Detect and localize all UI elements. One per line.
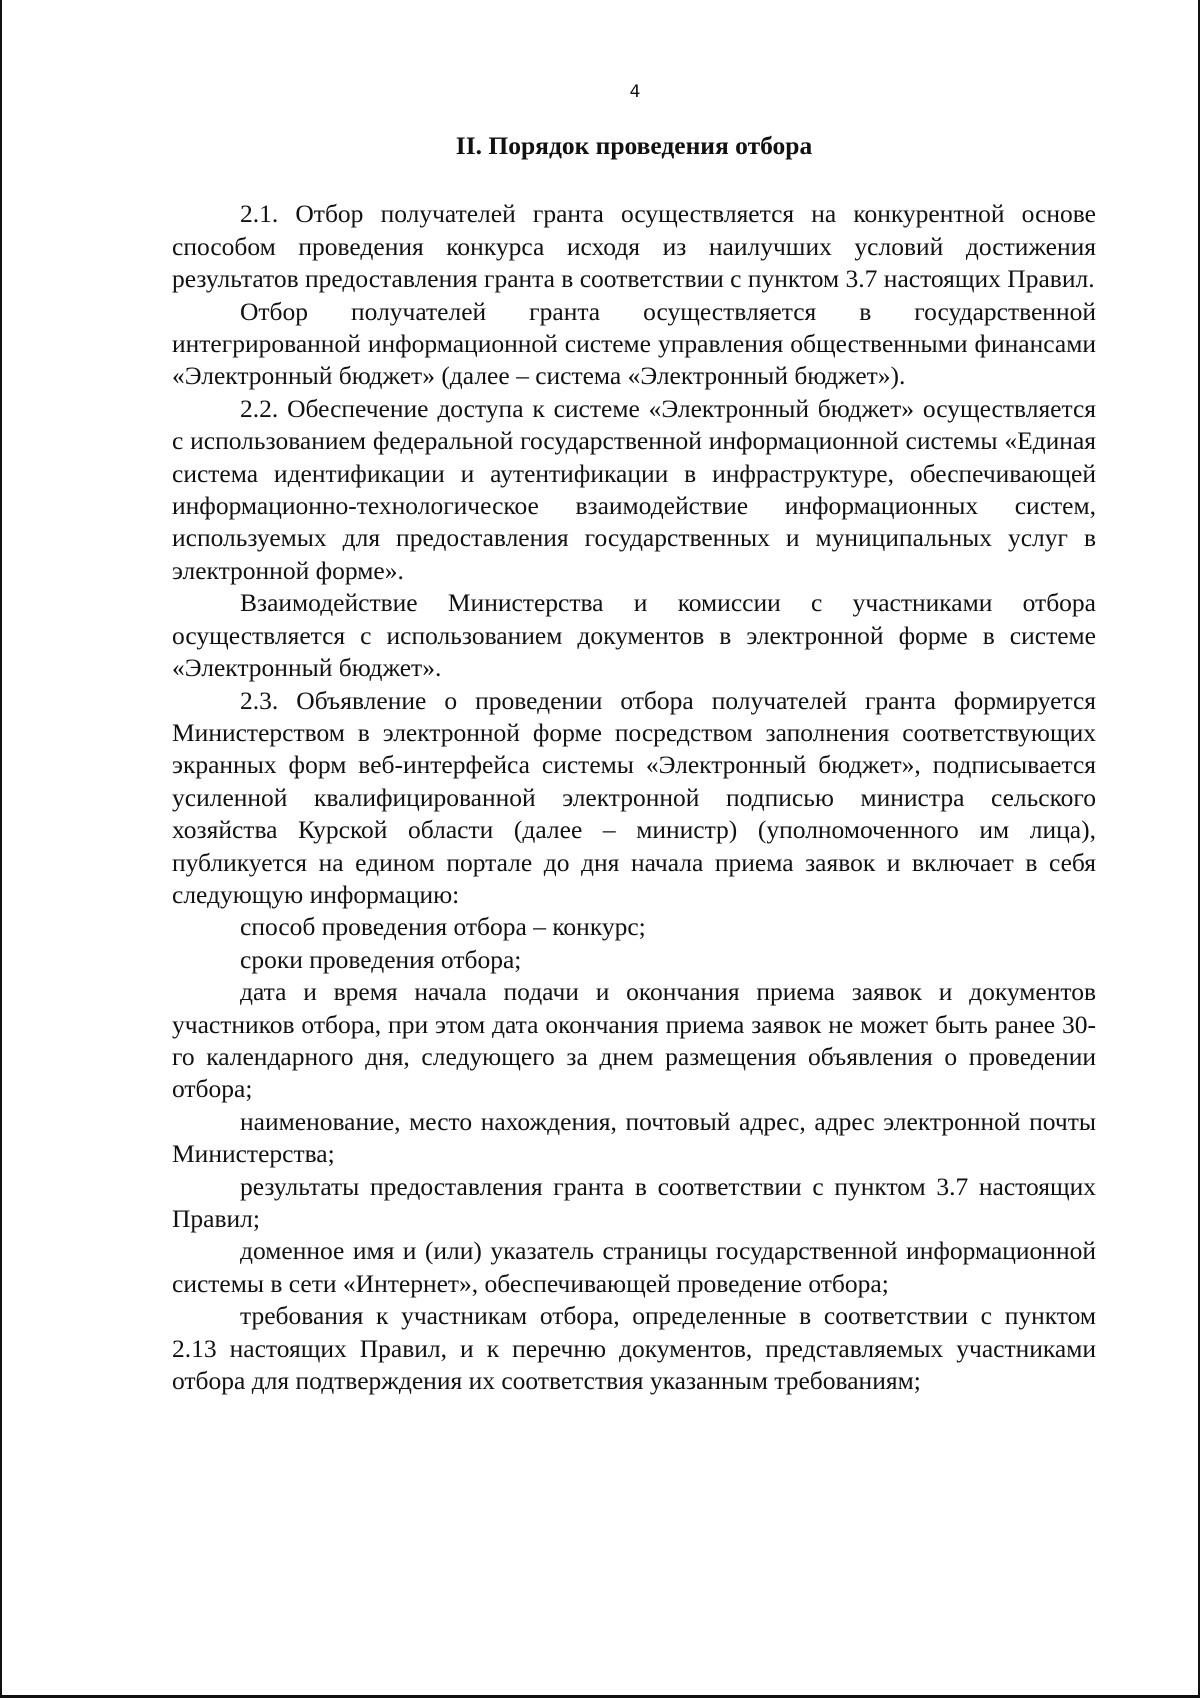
document-body: [172, 130, 1096, 1397]
paragraph-2-3: 2.3. Объявление о проведении отбора получателей гранта формируется Министерством в электронной форме посредством заполнения соответствующих экранных форм веб-интерфейса системы «Электронный бюджет», подписывается усиленной квалифицированной электронной подписью министра сельского хозяйства Курской области (далее – министр) (уполномоченного им лица), публикуется на едином портале до дня начала приема заявок и включает в себя следующую информацию:: [172, 685, 1096, 909]
section-title: II. Порядок проведения отбора: [455, 131, 813, 160]
paragraph-2-2: 2.2. Обеспечение доступа к системе «Электронный бюджет» осуществляется с использованием федеральной государственной информационной системы «Единая система идентификации и аутентификации в инфраструктуре, обеспечивающей информационно-технологическое взаимодействие информационных систем, используемых для предоставления государственных и муниципальных услуг в электронной форме».: [172, 393, 1096, 585]
list-item-dates: дата и время начала подачи и окончания приема заявок и документов участников отбора, при этом дата окончания приема заявок не может быть ранее 30-го календарного дня, следующего за днем размещения объявления о проведении отбора;: [172, 977, 1096, 1104]
page-number: 4: [629, 82, 641, 102]
list-item-contacts: наименование, место нахождения, почтовый адрес, адрес электронной почты Министерства;: [172, 1106, 1096, 1169]
paragraph-2-1: 2.1. Отбор получателей гранта осуществляется на конкурентной основе способом проведения конкурса исходя из наилучших условий достижения результатов предоставления гранта в соответствии с пунктом 3.7 настоящих Правил.: [172, 199, 1096, 294]
list-item-method: способ проведения отбора – конкурс;: [240, 912, 646, 942]
list-item-deadlines: сроки проведения отбора;: [240, 944, 522, 974]
scan-edge-left: [0, 0, 2, 1698]
paragraph-selection-system: Отбор получателей гранта осуществляется в государственной интегрированной информационной системе управления общественными финансами «Электронный бюджет» (далее – система «Электронный бюджет»).: [172, 296, 1096, 391]
list-item-requirements: требования к участникам отбора, определенные в соответствии с пунктом 2.13 настоящих Правил, и к перечню документов, представляемых участниками отбора для подтверждения их соответствия указанным требованиям;: [172, 1301, 1096, 1396]
list-item-results: результаты предоставления гранта в соответствии с пунктом 3.7 настоящих Правил;: [172, 1171, 1096, 1233]
paragraph-interaction: Взаимодействие Министерства и комиссии с участниками отбора осуществляется с использованием документов в электронной форме в системе «Электронный бюджет».: [172, 588, 1096, 683]
list-item-domain: доменное имя и (или) указатель страницы государственной информационной системы в сети «Интернет», обеспечивающей проведение отбора;: [172, 1236, 1096, 1298]
